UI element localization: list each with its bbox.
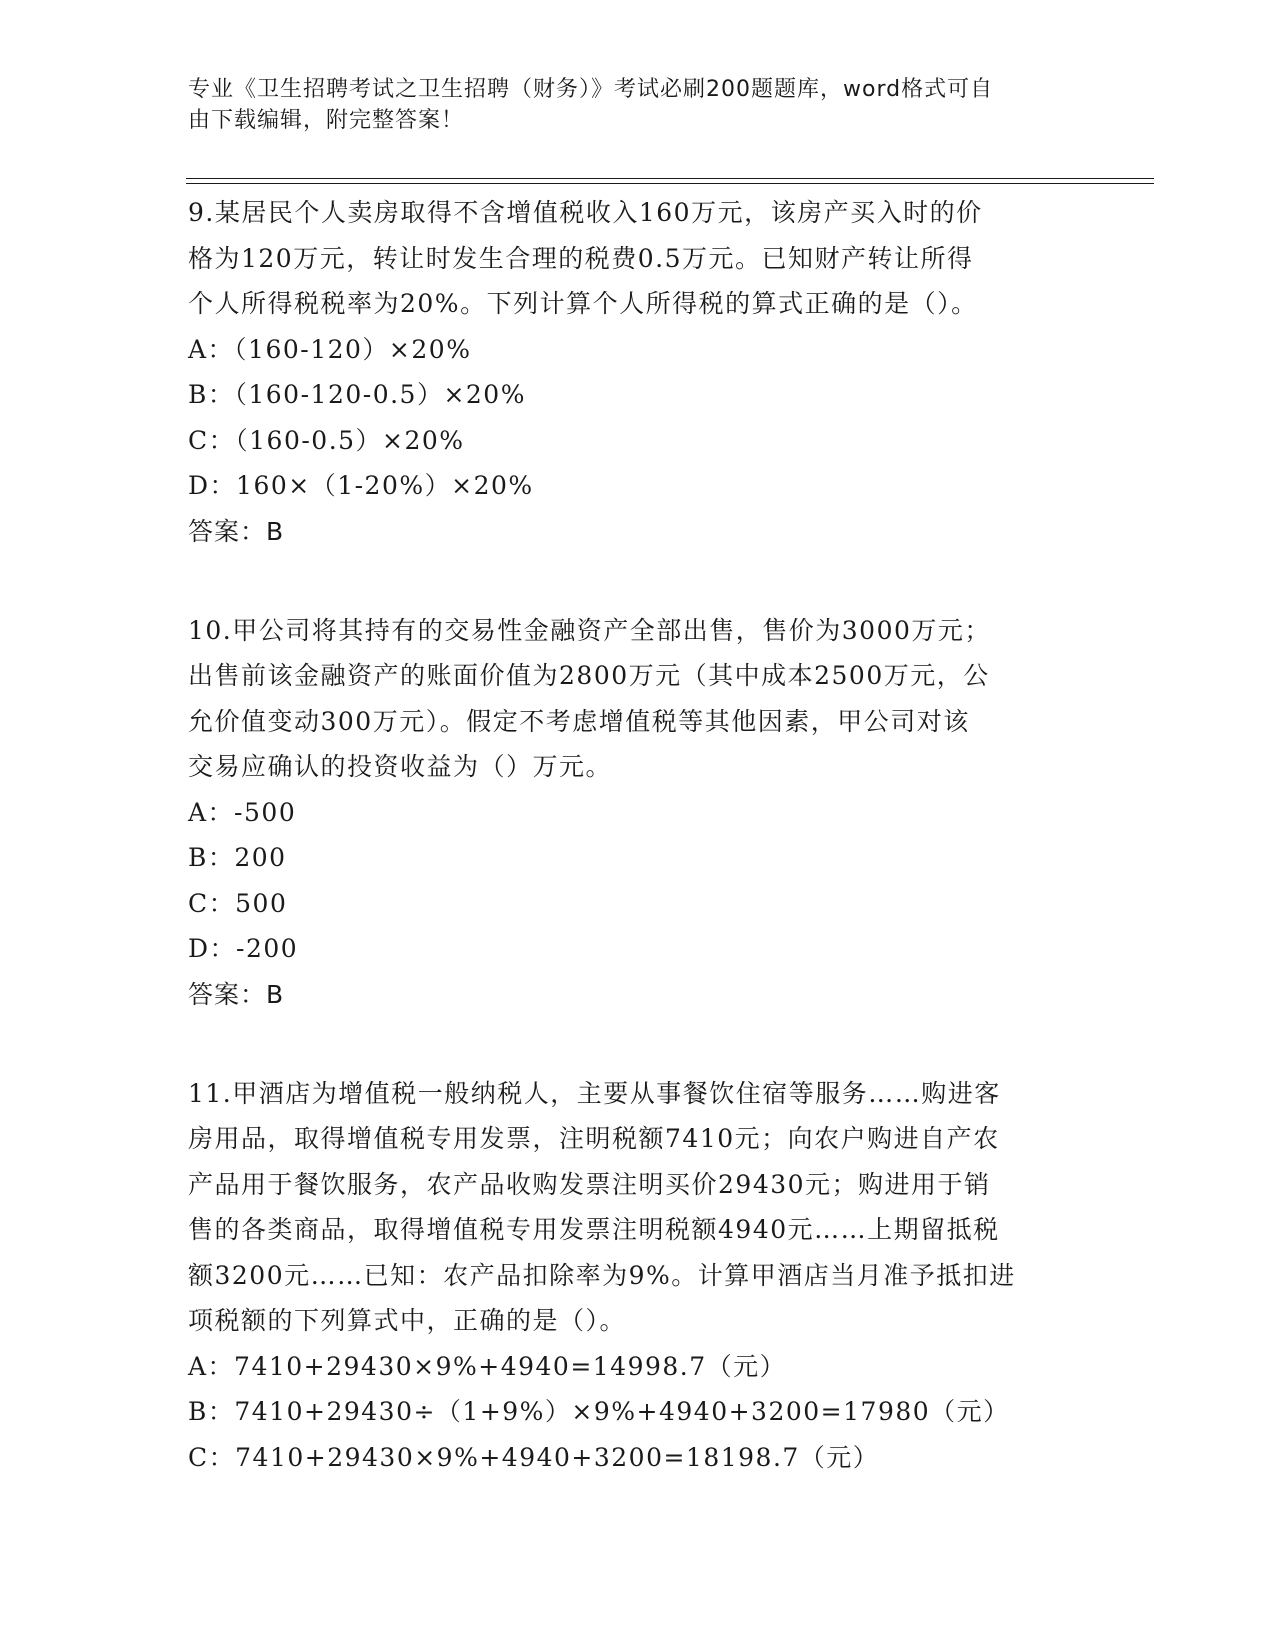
stem-line: 额3200元……已知：农产品扣除率为9%。计算甲酒店当月准予抵扣进 [188, 1260, 1016, 1290]
answer-text: 答案：B [188, 516, 285, 546]
header-line-1: 专业《卫生招聘考试之卫生招聘（财务）》考试必刷200题题库，word格式可自 [188, 77, 994, 102]
option-b: B：200 [188, 843, 287, 872]
stem-line: 产品用于餐饮服务，农产品收购发票注明买价29430元；购进用于销 [188, 1169, 991, 1199]
option-b: B：（160-120-0.5）×20% [188, 380, 526, 409]
question-stem [188, 608, 1088, 790]
stem-line: 允价值变动300万元）。假定不考虑增值税等其他因素，甲公司对该 [188, 706, 970, 736]
stem-line: 11.甲酒店为增值税一般纳税人，主要从事餐饮住宿等服务……购进客 [188, 1078, 1001, 1108]
option-c: C：（160-0.5）×20% [188, 425, 465, 455]
stem-line: 10.甲公司将其持有的交易性金融资产全部出售，售价为3000万元； [188, 615, 991, 645]
stem-line: 交易应确认的投资收益为（）万元。 [188, 752, 613, 781]
header-line-2: 由下载编辑，附完整答案！ [188, 108, 465, 133]
option-b: B：7410+29430÷（1+9%）×9%+4940+3200=17980（元） [188, 1397, 1010, 1426]
header-divider-top [186, 178, 1154, 179]
question-stem [188, 1071, 1088, 1344]
stem-line: 个人所得税税率为20%。下列计算个人所得税的算式正确的是（）。 [188, 289, 978, 318]
stem-line: 房用品，取得增值税专用发票，注明税额7410元；向农户购进自产农 [188, 1124, 1000, 1153]
option-a: A：-500 [188, 797, 297, 827]
question-9 [188, 190, 1088, 555]
question-list [188, 190, 1088, 1533]
question-stem [188, 190, 1088, 327]
stem-line: 出售前该金融资产的账面价值为2800万元（其中成本2500万元，公 [188, 661, 990, 690]
stem-line: 格为120万元，转让时发生合理的税费0.5万元。已知财产转让所得 [188, 243, 974, 273]
option-a: A：（160-120）×20% [188, 334, 472, 364]
header-divider-bottom [186, 183, 1154, 184]
stem-line: 项税额的下列算式中，正确的是（）。 [188, 1306, 627, 1335]
answer-text: 答案：B [188, 979, 285, 1009]
document-header [188, 74, 1068, 136]
stem-line: 售的各类商品，取得增值税专用发票注明税额4940元……上期留抵税 [188, 1215, 1000, 1244]
option-d: D：-200 [188, 934, 299, 963]
question-10 [188, 608, 1088, 1018]
option-a: A：7410+29430×9%+4940=14998.7（元） [188, 1351, 787, 1381]
stem-line: 9.某居民个人卖房取得不含增值税收入160万元，该房产买入时的价 [188, 198, 983, 227]
option-d: D：160×（1-20%）×20% [188, 471, 534, 500]
option-c: C：500 [188, 888, 288, 918]
option-c: C：7410+29430×9%+4940+3200=18198.7（元） [188, 1442, 880, 1472]
question-11 [188, 1071, 1088, 1481]
